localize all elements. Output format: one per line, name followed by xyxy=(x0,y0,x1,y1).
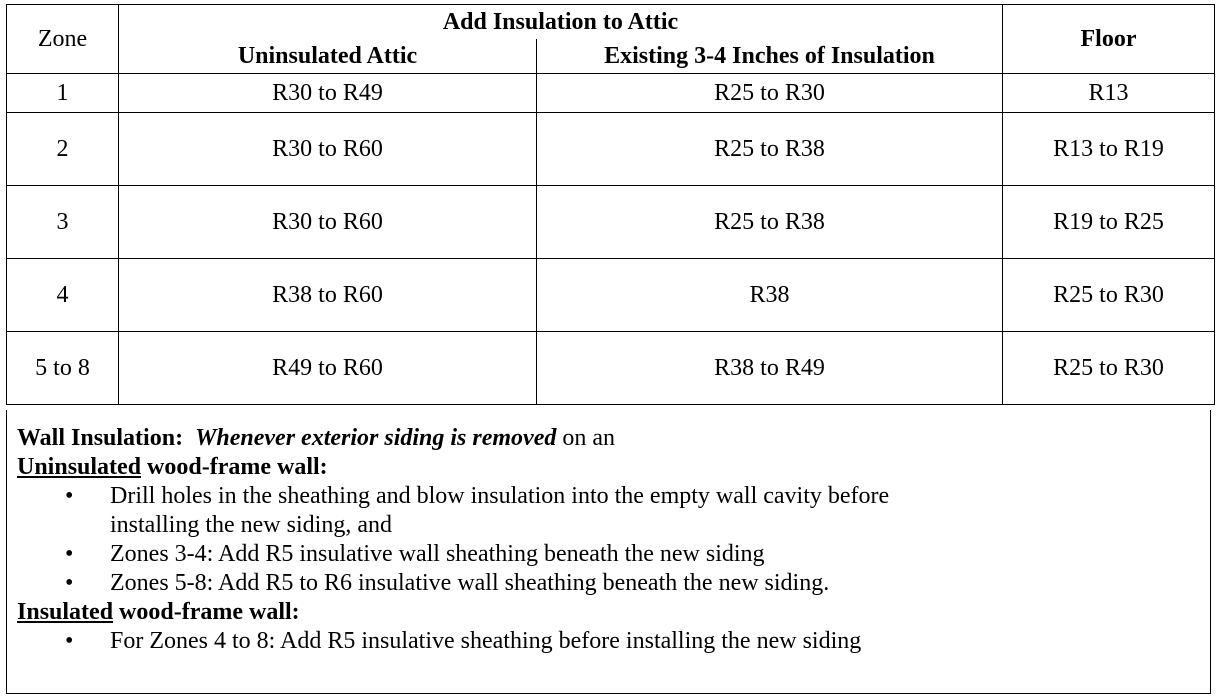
insulated-rest: wood-frame wall: xyxy=(113,599,300,625)
table-row xyxy=(7,113,1215,186)
wall-insulation-label: Wall Insulation: xyxy=(17,425,184,451)
wall-insulation-heading xyxy=(17,424,1210,453)
uninsulated-word: Uninsulated xyxy=(17,454,142,480)
insulation-table xyxy=(6,4,1215,405)
header-attic-group: Add Insulation to Attic xyxy=(119,5,1003,40)
existing-cell: R25 to R30 xyxy=(537,74,1003,113)
floor-cell: R19 to R25 xyxy=(1003,186,1215,259)
uninsulated-cell: R30 to R49 xyxy=(119,74,537,113)
uninsulated-cell: R38 to R60 xyxy=(119,259,537,332)
floor-cell: R13 xyxy=(1003,74,1215,113)
uninsulated-cell: R49 to R60 xyxy=(119,332,537,405)
table-row xyxy=(7,186,1215,259)
bullet-icon: • xyxy=(65,570,74,596)
existing-cell: R25 to R38 xyxy=(537,113,1003,186)
bullet-item xyxy=(17,569,1210,598)
table-row xyxy=(7,332,1215,405)
uninsulated-wall-heading xyxy=(17,453,1210,482)
wall-insulation-notes xyxy=(6,410,1211,694)
bullet-item xyxy=(17,627,1210,656)
floor-cell: R25 to R30 xyxy=(1003,259,1215,332)
zone-cell: 5 to 8 xyxy=(7,332,119,405)
existing-cell: R25 to R38 xyxy=(537,186,1003,259)
header-uninsulated-attic: Uninsulated Attic xyxy=(119,39,537,74)
insulated-wall-heading xyxy=(17,598,1210,627)
zone-cell: 4 xyxy=(7,259,119,332)
bullet-icon: • xyxy=(65,628,74,654)
insulation-document xyxy=(6,4,1214,694)
wall-condition-text: Whenever exterior siding is removed xyxy=(195,425,557,451)
bullet-text-line: Zones 5-8: Add R5 to R6 insulative wall sheathing beneath the new siding. xyxy=(110,570,830,596)
uninsulated-cell: R30 to R60 xyxy=(119,113,537,186)
header-existing-insulation: Existing 3-4 Inches of Insulation xyxy=(537,39,1003,74)
floor-cell: R13 to R19 xyxy=(1003,113,1215,186)
bullet-item xyxy=(17,540,1210,569)
floor-cell: R25 to R30 xyxy=(1003,332,1215,405)
bullet-text-line: installing the new siding, and xyxy=(110,512,392,538)
bullet-icon: • xyxy=(65,483,74,509)
header-row-top xyxy=(7,5,1215,40)
bullet-text-line: Drill holes in the sheathing and blow insulation into the empty wall cavity before xyxy=(110,483,890,509)
header-zone: Zone xyxy=(7,5,119,74)
wall-suffix-text: on an xyxy=(556,425,616,451)
uninsulated-rest: wood-frame wall: xyxy=(141,454,328,480)
bullet-icon: • xyxy=(65,541,74,567)
uninsulated-cell: R30 to R60 xyxy=(119,186,537,259)
existing-cell: R38 xyxy=(537,259,1003,332)
insulated-word: Insulated xyxy=(17,599,114,625)
table-row xyxy=(7,259,1215,332)
table-row xyxy=(7,74,1215,113)
bullet-item xyxy=(17,482,1210,540)
bullet-text-line: Zones 3-4: Add R5 insulative wall sheathing beneath the new siding xyxy=(110,541,765,567)
bullet-text-line: For Zones 4 to 8: Add R5 insulative sheathing before installing the new siding xyxy=(110,628,862,654)
zone-cell: 1 xyxy=(7,74,119,113)
header-floor: Floor xyxy=(1003,5,1215,74)
zone-cell: 3 xyxy=(7,186,119,259)
zone-cell: 2 xyxy=(7,113,119,186)
existing-cell: R38 to R49 xyxy=(537,332,1003,405)
